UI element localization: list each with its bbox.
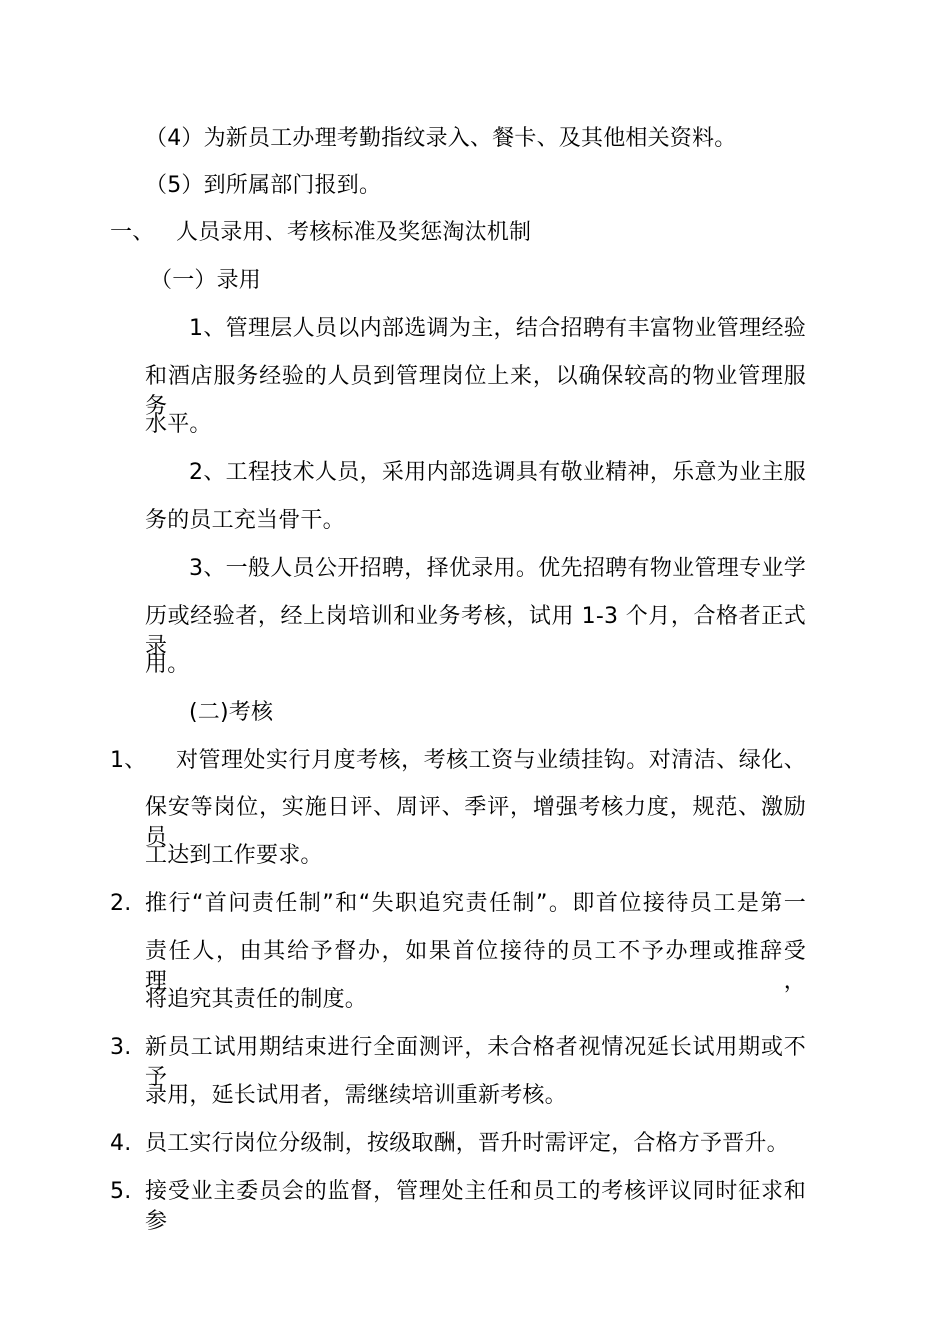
- paragraph-line: 3、一般人员公开招聘，择优录用。优先招聘有物业管理专业学: [189, 556, 806, 581]
- section-number: 一、: [110, 220, 155, 245]
- list-number: 1、: [110, 748, 147, 773]
- list-item-line: 接受业主委员会的监督，管理处主任和员工的考核评议同时征求和参: [145, 1179, 806, 1234]
- list-item-line: 将追究其责任的制度。: [145, 987, 368, 1012]
- list-number: 3.: [110, 1035, 132, 1060]
- paragraph-line: 2、工程技术人员，采用内部选调具有敬业精神，乐意为业主服: [189, 460, 806, 485]
- list-number: 5.: [110, 1179, 132, 1204]
- paragraph-line: 1、管理层人员以内部选调为主，结合招聘有丰富物业管理经验: [189, 316, 806, 341]
- subsection-heading: (二)考核: [189, 700, 274, 725]
- paragraph-line: 和酒店服务经验的人员到管理岗位上来，以确保较高的物业管理服务: [145, 364, 806, 419]
- list-item-line: 新员工试用期结束进行全面测评，未合格者视情况延长试用期或不予: [145, 1035, 806, 1090]
- list-item-line: 责任人，由其给予督办，如果首位接待的员工不予办理或推辞受理，: [145, 939, 806, 994]
- paragraph-line: 用。: [145, 652, 190, 677]
- list-item-line: 工达到工作要求。: [145, 843, 323, 868]
- paragraph-line: 历或经验者，经上岗培训和业务考核，试用 1-3 个月，合格者正式录: [145, 604, 806, 659]
- section-heading: 人员录用、考核标准及奖惩淘汰机制: [176, 220, 532, 245]
- paragraph-line: （5）到所属部门报到。: [145, 173, 382, 198]
- list-item-line: 对管理处实行月度考核，考核工资与业绩挂钩。对清洁、绿化、: [176, 748, 806, 773]
- list-item-line: 保安等岗位，实施日评、周评、季评，增强考核力度，规范、激励员: [145, 795, 806, 850]
- list-number: 2.: [110, 891, 132, 916]
- list-item-line: 推行“首问责任制”和“失职追究责任制”。即首位接待员工是第一: [145, 891, 806, 916]
- paragraph-line: 水平。: [145, 412, 212, 437]
- list-number: 4.: [110, 1131, 132, 1156]
- list-item-line: 录用，延长试用者，需继续培训重新考核。: [145, 1083, 567, 1108]
- subsection-heading: （一）录用: [150, 268, 262, 293]
- paragraph-line: （4）为新员工办理考勤指纹录入、餐卡、及其他相关资料。: [145, 126, 737, 151]
- paragraph-line: 务的员工充当骨干。: [145, 508, 345, 533]
- list-item-line: 员工实行岗位分级制，按级取酬，晋升时需评定，合格方予晋升。: [145, 1131, 789, 1156]
